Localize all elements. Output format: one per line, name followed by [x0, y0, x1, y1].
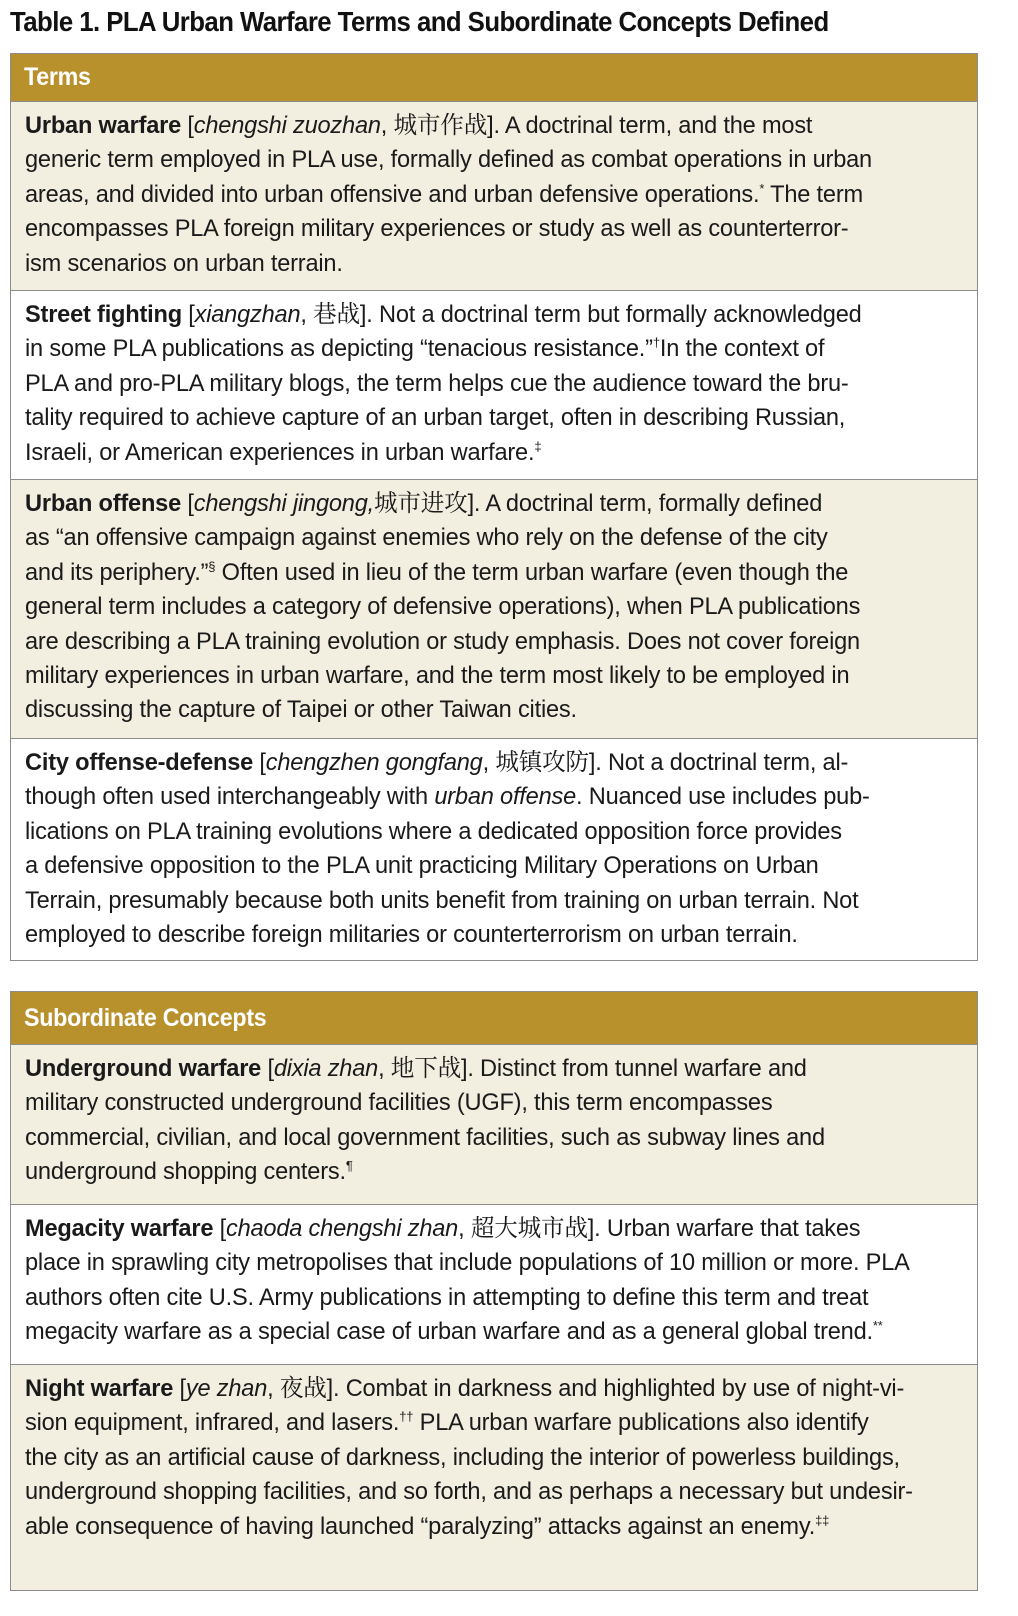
table-title: Table 1. PLA Urban Warfare Terms and Subordinate Concepts Defined [10, 6, 829, 37]
term-row-urban-warfare: Urban warfare [chengshi zuozhan, 城市作战]. A doctrinal term, and the most generic term employed in PLA use, formally defined as combat operations in urban areas, and divided into urban offensive and urban defensive operations.* The term encompasses PLA foreign military experiences or study as well as counterterror- ism scenarios on urban terrain. [11, 102, 977, 291]
subordinate-header: Subordinate Concepts [11, 992, 977, 1045]
term-row-street-fighting: Street fighting [xiangzhan, 巷战]. Not a doctrinal term but formally acknowledged in some PLA publications as depicting “tenacious resistance.”†In the context of PLA and pro-PLA military blogs, the term helps cue the audience toward the bru- tality required to achieve capture of an urban target, often in describing Russian, Israeli, or American experiences in urban warfare.‡ [11, 291, 977, 480]
terms-table [10, 53, 978, 961]
concept-row-night-warfare: Night warfare [ye zhan, 夜战]. Combat in darkness and highlighted by use of night-vi- sion equipment, infrared, and lasers.†† PLA urban warfare publications also identify the city as an artificial cause of darkness, including the interior of powerless buildings, underground shopping facilities, and so forth, and as perhaps a necessary but undesir- able consequence of having launched “paralyzing” attacks against an enemy.‡‡ [11, 1365, 977, 1590]
subordinate-concepts-table [10, 991, 978, 1591]
terms-header: Terms [11, 54, 977, 102]
term-row-city-offense-defense: City offense-defense [chengzhen gongfang, 城镇攻防]. Not a doctrinal term, al- though often used interchangeably with urban offense. Nuanced use includes pub- lications on PLA training evolutions where a dedicated opposition force provides a defensive opposition to the PLA unit practicing Military Operations on Urban Terrain, presumably because both units benefit from training on urban terrain. Not employed to describe foreign militaries or counterterrorism on urban terrain. [11, 739, 977, 960]
concept-row-underground-warfare: Underground warfare [dixia zhan, 地下战]. Distinct from tunnel warfare and military constructed underground facilities (UGF), this term encompasses commercial, civilian, and local government facilities, such as subway lines and underground shopping centers.¶ [11, 1045, 977, 1205]
concept-row-megacity-warfare: Megacity warfare [chaoda chengshi zhan, 超大城市战]. Urban warfare that takes place in sprawling city metropolises that include populations of 10 million or more. PLA authors often cite U.S. Army publications in attempting to define this term and treat megacity warfare as a special case of urban warfare and as a general global trend.** [11, 1205, 977, 1365]
term-row-urban-offense: Urban offense [chengshi jingong,城市进攻]. A doctrinal term, formally defined as “an offensive campaign against enemies who rely on the defense of the city and its periphery.”§ Often used in lieu of the term urban warfare (even though the general term includes a category of defensive operations), when PLA publications are describing a PLA training evolution or study emphasis. Does not cover foreign military experiences in urban warfare, and the term most likely to be employed in discussing the capture of Taipei or other Taiwan cities. [11, 480, 977, 739]
